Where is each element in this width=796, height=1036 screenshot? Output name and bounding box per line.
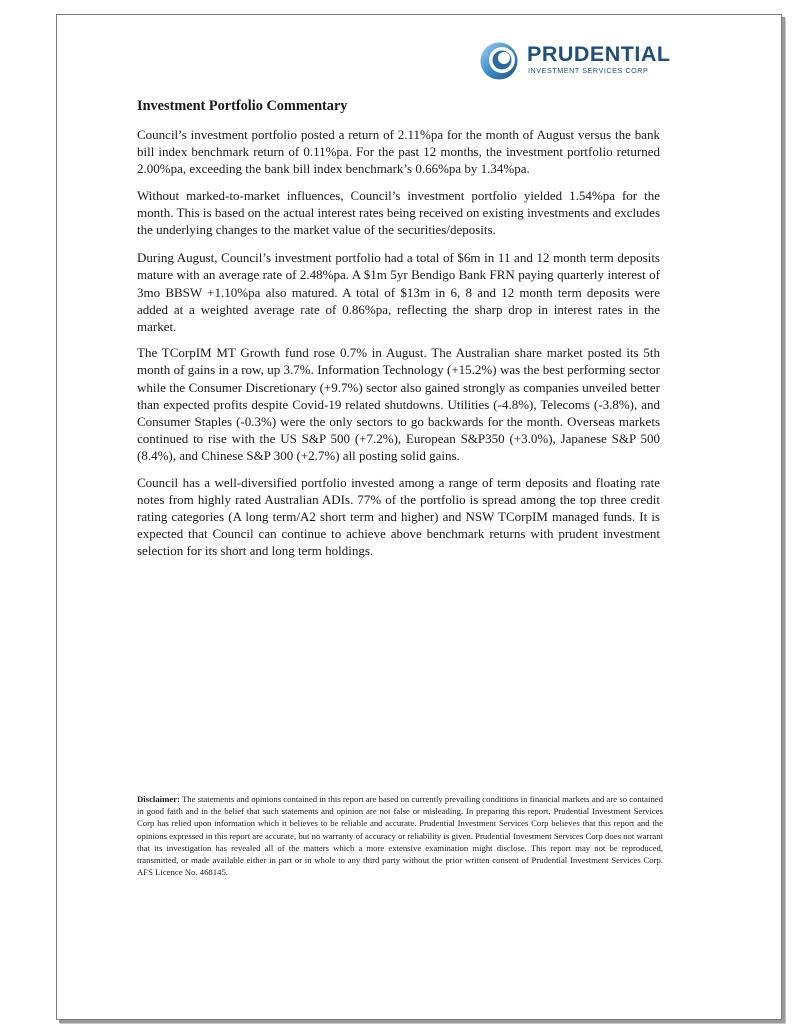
commentary-body <box>137 97 660 569</box>
paragraph-returns: Council’s investment portfolio posted a return of 2.11%pa for the month of August versus the bank bill index benchmark return of 0.11%pa. For the past 12 months, the investment portfolio returned 2.00%pa, exceeding the bank bill index benchmark’s 0.66%pa by 1.34%pa. <box>137 127 660 177</box>
disclaimer <box>137 793 663 878</box>
logo-name: PRUDENTIAL <box>527 42 671 66</box>
company-logo <box>475 41 671 83</box>
disclaimer-text: The statements and opinions contained in this report are based on currently prevailing conditions in financial markets and are so contained in good faith and in the belief that such statements and opinion are not false or misleading. In preparing this report, Prudential Investment Services Corp has relied upon information which it believes to be reliable and accurate. Prudential Investment Services Corp believes that this report and the opinions expressed in this report are accurate, but no warranty of accuracy or reliability is given. Prudential Investment Services Corp does not warrant that its investigation has revealed all of the matters which a more extensive examination might disclose. This report may not be reproduced, transmitted, or made available either in part or in whole to any third party without the prior written consent of Prudential Investment Services Corp. AFS Licence No. 468145. <box>137 794 663 878</box>
paragraph-maturities: During August, Council’s investment portfolio had a total of $6m in 11 and 12 month term deposits mature with an average rate of 2.48%pa. A $1m 5yr Bendigo Bank FRN paying quarterly interest of 3mo BBSW +1.10%pa also matured. A total of $13m in 6, 8 and 12 month term deposits were added at a weighted average rate of 0.86%pa, reflecting the sharp drop in interest rates in the market. <box>137 250 660 335</box>
logo-tagline: INVESTMENT SERVICES CORP <box>528 66 649 75</box>
document-page <box>56 14 782 1020</box>
disclaimer-label: Disclaimer: <box>137 794 180 804</box>
paragraph-yield: Without marked-to-market influences, Council’s investment portfolio yielded 1.54%pa for the month. This is based on the actual interest rates being received on existing investments and excludes the underlying changes to the market value of the securities/deposits. <box>137 187 660 238</box>
page-title: Investment Portfolio Commentary <box>137 98 348 114</box>
paragraph-markets: The TCorpIM MT Growth fund rose 0.7% in August. The Australian share market posted its 5th month of gains in a row, up 3.7%. Information Technology (+15.2%) was the best performing sector while the Consumer Discretionary (+9.7%) sector also gained strongly as companies unveiled better than expected profits despite Covid-19 related shutdowns. Utilities (-4.8%), Telecoms (-3.8%), and Consumer Staples (-0.3%) were the only sectors to go backwards for the month. Overseas markets continued to rise with the US S&P 500 (+7.2%), European S&P350 (+3.0%), Japanese S&P 500 (8.4%), and Chinese S&P 300 (+2.7%) all posting solid gains. <box>137 345 660 464</box>
prudential-logo-icon <box>479 41 519 81</box>
paragraph-diversification: Council has a well-diversified portfolio invested among a range of term deposits and floating rate notes from highly rated Australian ADIs. 77% of the portfolio is spread among the top three credit rating categories (A long term/A2 short term and higher) and NSW TCorpIM managed funds. It is expected that Council can continue to achieve above benchmark returns with prudent investment selection for its short and long term holdings. <box>137 474 660 559</box>
